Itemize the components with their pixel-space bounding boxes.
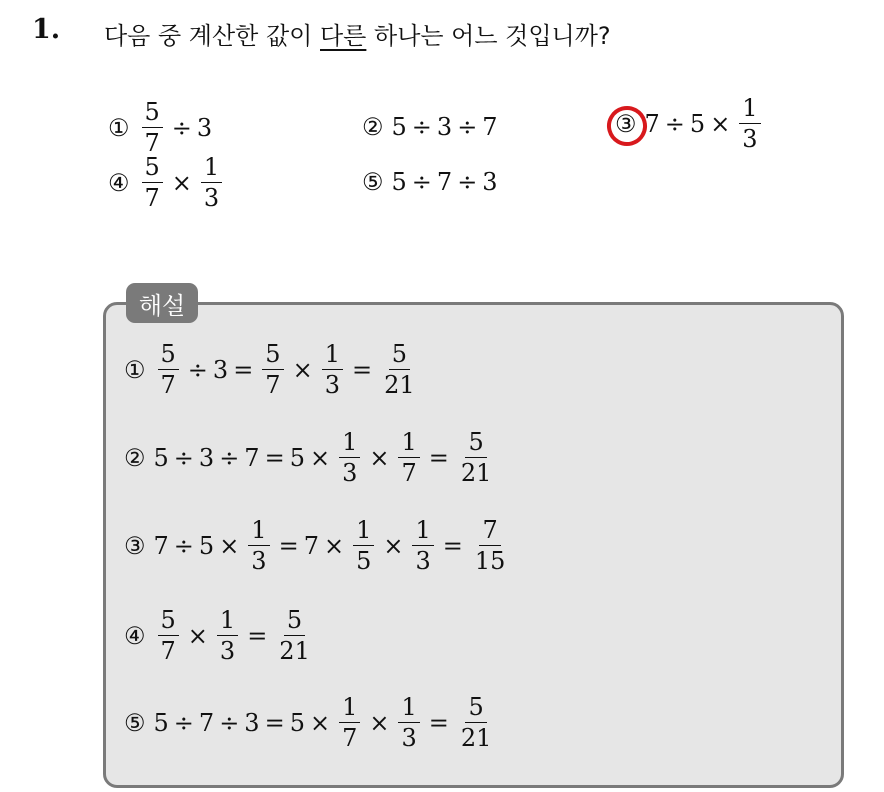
result-fraction: $\frac{5}{21}$ [460,693,492,752]
choice-marker: ⑤ [362,168,384,196]
choice-marker: ③ [615,110,637,138]
term: 7 [436,168,453,196]
fraction: $\frac{1}{3}$ [322,342,343,397]
operator: ÷ [219,708,240,737]
term: 7 [198,708,215,737]
term: 7 [644,109,660,138]
operator: ÷ [171,113,192,142]
question-text [104,16,611,51]
fraction: $\frac{1}{3}$ [739,96,760,151]
operator: × [309,443,331,472]
equals-sign: = [428,708,449,737]
operator: × [292,355,313,384]
term: 5 [289,708,305,737]
operator: ÷ [219,443,240,472]
term: 5 [689,109,706,138]
term: 5 [289,443,305,472]
solution-marker: ④ [124,621,146,650]
term: 5 [198,531,215,560]
term: 7 [153,531,169,560]
solution-marker: ③ [124,531,146,560]
solution-line-5 [124,695,498,750]
operator: ÷ [457,113,478,141]
operator: ÷ [173,443,194,472]
solution-marker: ① [124,355,146,384]
operator: × [369,708,390,737]
equals-sign: = [264,443,285,472]
choice-marker: ② [362,113,384,141]
operator: × [369,443,390,472]
term: 3 [196,113,213,142]
term: 5 [391,168,407,196]
equals-sign: = [428,443,449,472]
operator: ÷ [187,355,208,384]
solution-tag: 해설 [126,283,198,323]
term: 7 [244,443,260,472]
operator: ÷ [411,168,432,196]
equals-sign: = [278,531,299,560]
result-fraction: $\frac{5}{21}$ [279,606,310,665]
operator: × [187,621,208,650]
fraction: $\frac{1}{7}$ [398,430,419,485]
question-number: 1. [32,14,61,45]
term: 7 [303,531,319,560]
term: 3 [436,113,453,141]
term: 7 [482,113,498,141]
term: 3 [244,708,260,737]
operator: × [171,168,192,197]
solution-line-2 [124,430,498,485]
term: 5 [391,113,407,141]
solution-marker: ⑤ [124,708,146,737]
equals-sign: = [264,708,285,737]
fraction: $\frac{5}{7}$ [262,342,283,397]
operator: × [219,531,240,560]
fraction: $\frac{1}{3}$ [412,518,433,573]
solution-line-1 [124,342,422,397]
choice-2[interactable] [362,100,498,154]
fraction: $\frac{1}{3}$ [339,430,360,485]
result-fraction: $\frac{5}{21}$ [384,340,415,399]
fraction: $\frac{5}{7}$ [158,608,179,663]
fraction: $\frac{5}{7}$ [142,100,163,155]
choice-4[interactable] [108,155,226,210]
fraction: $\frac{1}{7}$ [339,695,360,750]
term: 3 [212,355,229,384]
operator: × [323,531,345,560]
answer-circle-mark [603,101,652,150]
fraction: $\frac{1}{3}$ [201,155,222,210]
fraction: $\frac{1}{3}$ [248,518,269,573]
fraction: $\frac{1}{3}$ [398,695,419,750]
operator: ÷ [173,708,194,737]
fraction: $\frac{5}{7}$ [142,155,163,210]
solution-line-3 [124,518,512,573]
fraction: $\frac{5}{7}$ [158,342,179,397]
question-text-underlined: 다른 [320,22,367,50]
fraction: $\frac{1}{3}$ [217,608,238,663]
operator: ÷ [173,531,194,560]
operator: × [309,708,331,737]
equals-sign: = [233,355,254,384]
result-fraction: $\frac{5}{21}$ [460,428,492,487]
choice-marker: ① [108,113,130,142]
question-text-after: 하나는 어느 것입니까? [366,22,611,50]
term: 3 [198,443,215,472]
question-text-before: 다음 중 계산한 값이 [104,22,320,50]
term: 5 [153,443,169,472]
operator: × [710,109,731,138]
equals-sign: = [442,531,463,560]
operator: ÷ [664,109,685,138]
term: 5 [153,708,169,737]
term: 3 [482,168,498,196]
equals-sign: = [351,355,373,384]
choice-marker: ④ [108,168,130,197]
operator: × [383,531,404,560]
equals-sign: = [247,621,268,650]
solution-marker: ② [124,443,146,472]
fraction: $\frac{1}{5}$ [353,518,374,573]
solution-line-4 [124,608,317,663]
choice-3[interactable] [615,96,765,151]
operator: ÷ [457,168,478,196]
result-fraction: $\frac{7}{15}$ [474,516,506,575]
choice-5[interactable] [362,155,498,209]
operator: ÷ [411,113,432,141]
choice-1[interactable] [108,100,212,155]
